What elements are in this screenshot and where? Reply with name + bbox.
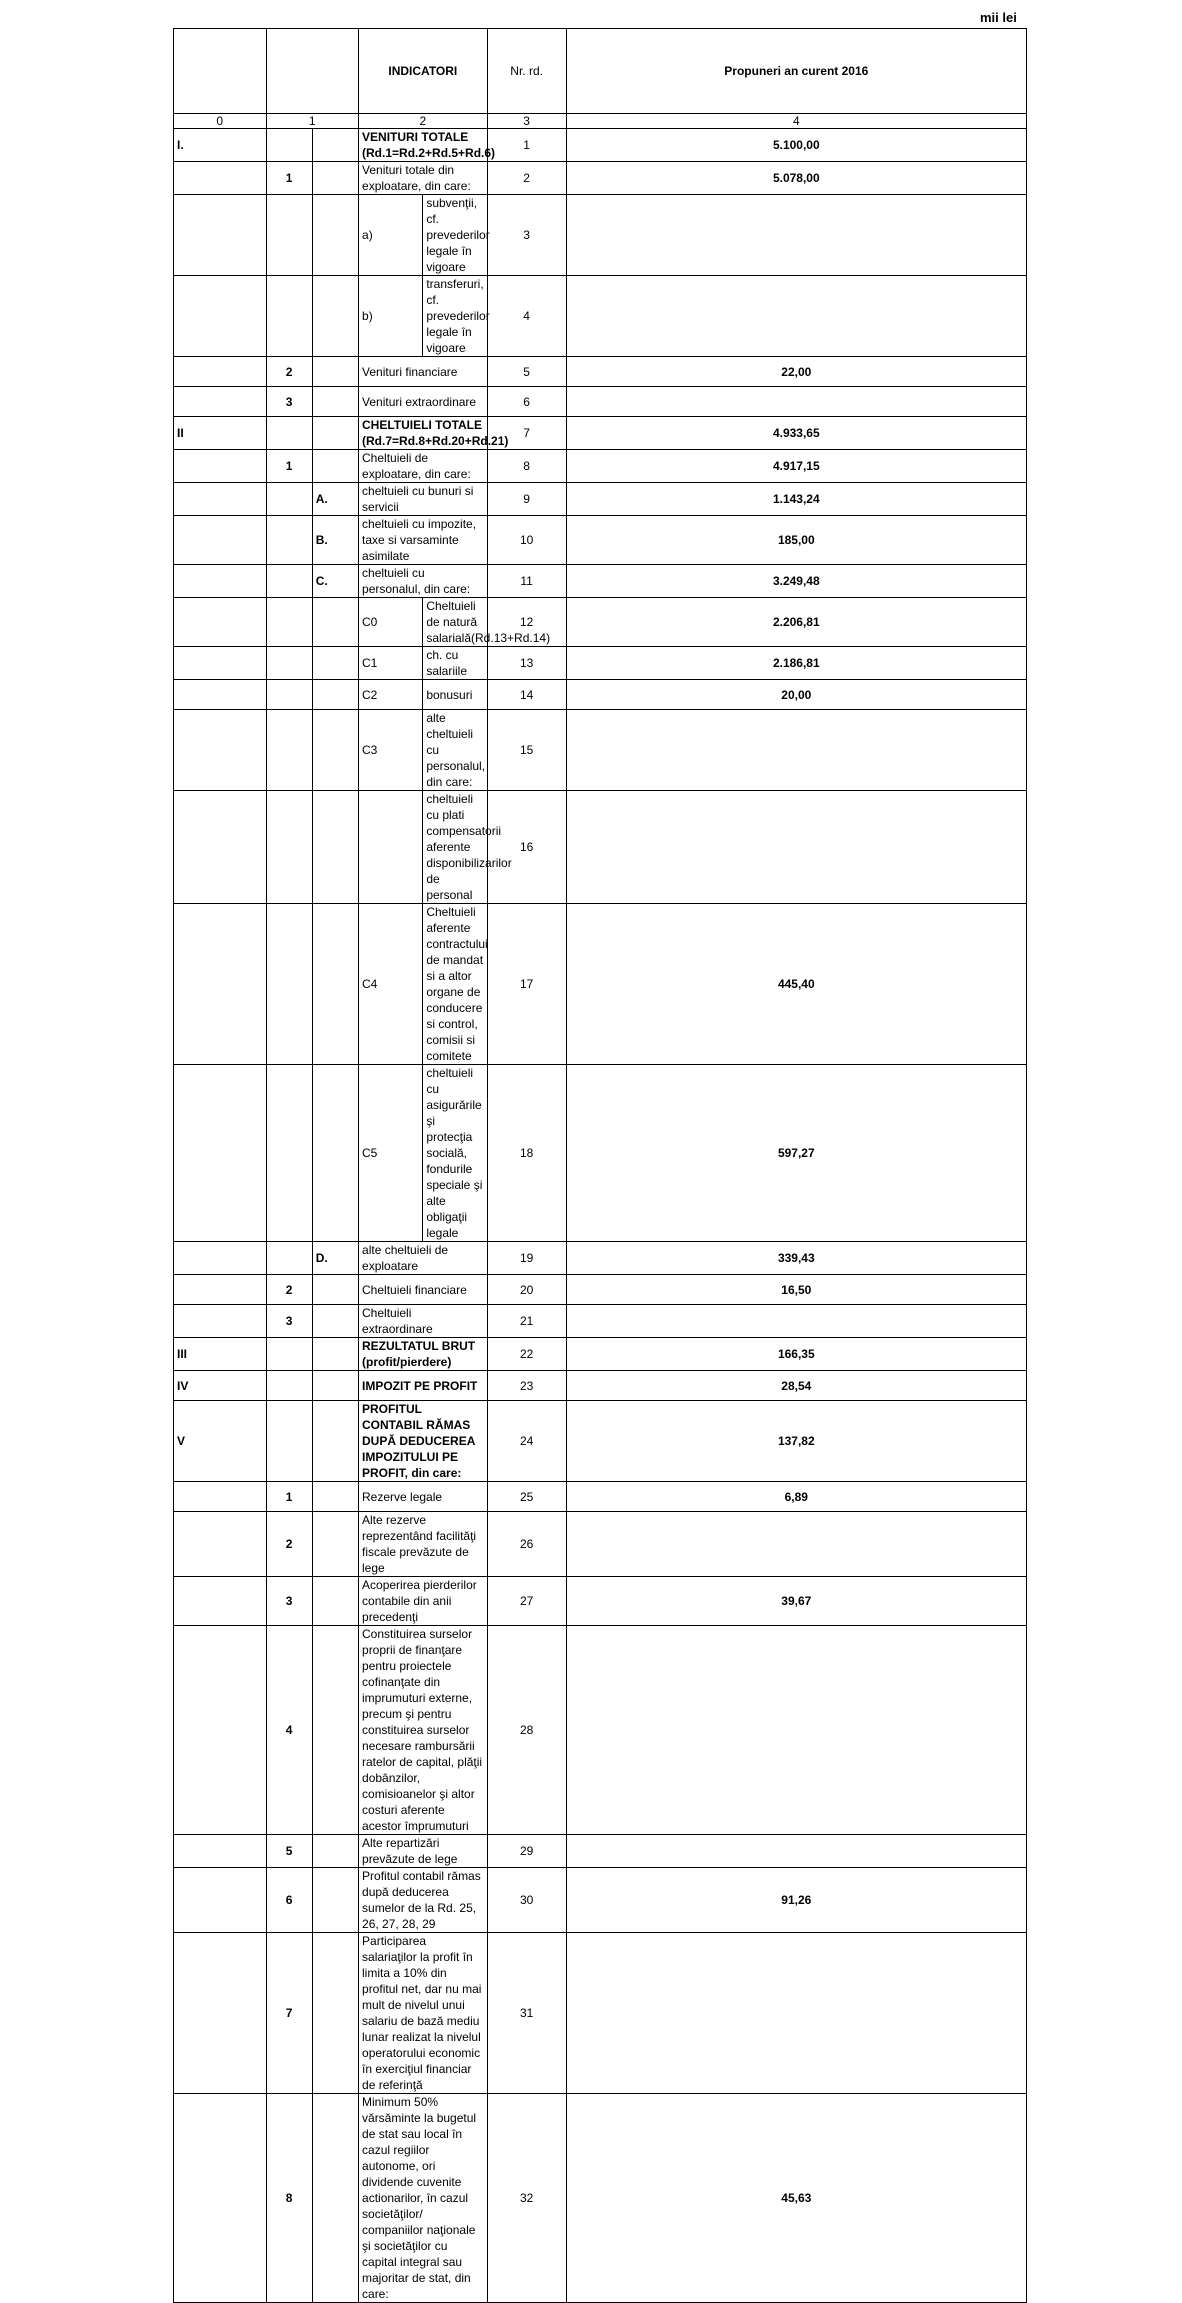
col-index-3: 3 [487, 114, 566, 129]
row-label-cell: Alte rezerve reprezentând facilităţi fiscale prevăzute de lege [359, 1512, 488, 1577]
row-letter-cell [312, 129, 358, 162]
row-nr-cell: 28 [487, 1626, 566, 1835]
row-roman-cell [174, 1482, 267, 1512]
row-roman-cell [174, 1868, 267, 1933]
row-value-cell [566, 1626, 1026, 1835]
row-number-cell [266, 1065, 312, 1242]
table-row [174, 1242, 1027, 1275]
row-nr-cell: 21 [487, 1305, 566, 1338]
row-number-cell: 7 [266, 1933, 312, 2094]
row-roman-cell [174, 1242, 267, 1275]
row-roman-cell [174, 1577, 267, 1626]
row-value-cell: 2.186,81 [566, 647, 1026, 680]
row-number-cell: 1 [266, 162, 312, 195]
row-sub-code-cell: C3 [359, 710, 423, 791]
row-roman-cell [174, 904, 267, 1065]
col-index-2: 2 [359, 114, 488, 129]
row-label-cell: bonusuri [423, 680, 487, 710]
row-label-cell: IMPOZIT PE PROFIT [359, 1371, 488, 1401]
row-value-cell: 185,00 [566, 516, 1026, 565]
header-indicatori: INDICATORI [359, 29, 488, 114]
row-number-cell [266, 598, 312, 647]
row-roman-cell [174, 162, 267, 195]
row-number-cell: 2 [266, 1512, 312, 1577]
row-label-cell: cheltuieli cu plati compensatorii aferente disponibilizarilor de personal [423, 791, 487, 904]
row-roman-cell: IV [174, 1371, 267, 1401]
row-number-cell [266, 565, 312, 598]
row-label-cell: Cheltuieli aferente contractului de mandat si a altor organe de conducere si control, comisii si comitete [423, 904, 487, 1065]
row-sub-code-cell: C5 [359, 1065, 423, 1242]
row-roman-cell: I. [174, 129, 267, 162]
table-row [174, 276, 1027, 357]
budget-table [173, 28, 1027, 2303]
row-roman-cell [174, 516, 267, 565]
table-row [174, 1305, 1027, 1338]
header-cell-0 [174, 29, 267, 114]
row-value-cell [566, 710, 1026, 791]
row-roman-cell [174, 483, 267, 516]
row-label-cell: VENITURI TOTALE (Rd.1=Rd.2+Rd.5+Rd.6) [359, 129, 488, 162]
row-nr-cell: 14 [487, 680, 566, 710]
row-letter-cell [312, 2094, 358, 2303]
row-sub-code-cell: C4 [359, 904, 423, 1065]
row-label-cell: alte cheltuieli cu personalul, din care: [423, 710, 487, 791]
row-letter-cell [312, 1482, 358, 1512]
row-roman-cell [174, 276, 267, 357]
row-nr-cell: 32 [487, 2094, 566, 2303]
row-value-cell [566, 1305, 1026, 1338]
row-value-cell [566, 1835, 1026, 1868]
row-value-cell: 166,35 [566, 1338, 1026, 1371]
row-number-cell [266, 417, 312, 450]
row-value-cell: 4.917,15 [566, 450, 1026, 483]
row-letter-cell [312, 450, 358, 483]
row-value-cell [566, 195, 1026, 276]
row-label-cell: cheltuieli cu bunuri si servicii [359, 483, 488, 516]
header-propuneri: Propuneri an curent 2016 [566, 29, 1026, 114]
row-roman-cell [174, 791, 267, 904]
row-number-cell [266, 680, 312, 710]
table-row [174, 417, 1027, 450]
row-roman-cell [174, 598, 267, 647]
row-letter-cell [312, 1371, 358, 1401]
row-nr-cell: 26 [487, 1512, 566, 1577]
row-roman-cell [174, 1065, 267, 1242]
table-row [174, 516, 1027, 565]
row-roman-cell [174, 1275, 267, 1305]
table-row [174, 1371, 1027, 1401]
row-label-cell: Venituri totale din exploatare, din care: [359, 162, 488, 195]
row-roman-cell [174, 1512, 267, 1577]
row-letter-cell [312, 647, 358, 680]
row-value-cell: 3.249,48 [566, 565, 1026, 598]
row-value-cell: 20,00 [566, 680, 1026, 710]
row-value-cell [566, 276, 1026, 357]
col-index-4: 4 [566, 114, 1026, 129]
row-letter-cell [312, 1868, 358, 1933]
row-roman-cell [174, 387, 267, 417]
row-number-cell: 8 [266, 2094, 312, 2303]
table-row [174, 1626, 1027, 1835]
table-row [174, 1065, 1027, 1242]
row-number-cell: 6 [266, 1868, 312, 1933]
row-letter-cell [312, 1401, 358, 1482]
row-roman-cell [174, 565, 267, 598]
header-nr-rd: Nr. rd. [487, 29, 566, 114]
row-nr-cell: 8 [487, 450, 566, 483]
row-label-cell: Cheltuieli de exploatare, din care: [359, 450, 488, 483]
row-nr-cell: 27 [487, 1577, 566, 1626]
table-row [174, 680, 1027, 710]
row-value-cell: 2.206,81 [566, 598, 1026, 647]
table-row [174, 483, 1027, 516]
row-number-cell [266, 1371, 312, 1401]
row-number-cell [266, 195, 312, 276]
row-number-cell: 1 [266, 1482, 312, 1512]
row-nr-cell: 29 [487, 1835, 566, 1868]
row-roman-cell [174, 357, 267, 387]
row-number-cell [266, 710, 312, 791]
row-nr-cell: 3 [487, 195, 566, 276]
row-letter-cell [312, 1512, 358, 1577]
row-letter-cell [312, 1305, 358, 1338]
row-nr-cell: 15 [487, 710, 566, 791]
row-number-cell [266, 129, 312, 162]
row-value-cell: 1.143,24 [566, 483, 1026, 516]
row-roman-cell: III [174, 1338, 267, 1371]
row-number-cell [266, 1242, 312, 1275]
table-row [174, 357, 1027, 387]
table-row [174, 904, 1027, 1065]
table-row [174, 1482, 1027, 1512]
row-roman-cell [174, 2094, 267, 2303]
row-letter-cell [312, 680, 358, 710]
row-value-cell: 45,63 [566, 2094, 1026, 2303]
table-row [174, 1275, 1027, 1305]
row-number-cell: 2 [266, 1275, 312, 1305]
row-letter-cell [312, 162, 358, 195]
row-number-cell: 3 [266, 387, 312, 417]
row-letter-cell [312, 1626, 358, 1835]
row-value-cell: 445,40 [566, 904, 1026, 1065]
row-sub-code-cell: a) [359, 195, 423, 276]
row-value-cell: 28,54 [566, 1371, 1026, 1401]
row-label-cell: ch. cu salariile [423, 647, 487, 680]
row-letter-cell [312, 1835, 358, 1868]
table-row [174, 450, 1027, 483]
row-letter-cell [312, 195, 358, 276]
row-roman-cell [174, 195, 267, 276]
col-index-0: 0 [174, 114, 267, 129]
row-nr-cell: 10 [487, 516, 566, 565]
table-row [174, 791, 1027, 904]
row-letter-cell: C. [312, 565, 358, 598]
table-row [174, 129, 1027, 162]
row-value-cell: 16,50 [566, 1275, 1026, 1305]
row-number-cell [266, 791, 312, 904]
row-sub-code-cell: C2 [359, 680, 423, 710]
table-row [174, 710, 1027, 791]
row-label-cell: Rezerve legale [359, 1482, 488, 1512]
row-label-cell: Constituirea surselor proprii de finanţare pentru proiectele cofinanţate din imprumuturi externe, precum şi pentru constituirea surselor necesare rambursării ratelor de capital, plăţii dobânzilor, comisioanelor şi altor costuri aferente acestor împrumuturi [359, 1626, 488, 1835]
row-roman-cell: II [174, 417, 267, 450]
row-roman-cell [174, 710, 267, 791]
table-row [174, 1835, 1027, 1868]
row-label-cell: cheltuieli cu asigurările şi protecţia socială, fondurile speciale şi alte obligaţii legale [423, 1065, 487, 1242]
row-number-cell [266, 904, 312, 1065]
row-number-cell: 4 [266, 1626, 312, 1835]
header-cell-1 [266, 29, 359, 114]
row-letter-cell: A. [312, 483, 358, 516]
row-sub-code-cell: b) [359, 276, 423, 357]
table-row [174, 598, 1027, 647]
row-letter-cell [312, 791, 358, 904]
column-index-row [174, 114, 1027, 129]
row-nr-cell: 2 [487, 162, 566, 195]
row-roman-cell [174, 1933, 267, 2094]
unit-label: mii lei [980, 10, 1017, 25]
row-value-cell: 39,67 [566, 1577, 1026, 1626]
row-roman-cell [174, 450, 267, 483]
row-label-cell: Cheltuieli de natură salarială(Rd.13+Rd.14) [423, 598, 487, 647]
row-nr-cell: 24 [487, 1401, 566, 1482]
row-letter-cell [312, 1275, 358, 1305]
table-row [174, 1868, 1027, 1933]
row-nr-cell: 1 [487, 129, 566, 162]
row-sub-code-cell [359, 791, 423, 904]
row-number-cell [266, 276, 312, 357]
row-letter-cell [312, 1065, 358, 1242]
row-letter-cell: B. [312, 516, 358, 565]
row-label-cell: Venituri financiare [359, 357, 488, 387]
row-nr-cell: 9 [487, 483, 566, 516]
table-row [174, 1577, 1027, 1626]
row-letter-cell [312, 710, 358, 791]
row-number-cell [266, 483, 312, 516]
row-letter-cell [312, 357, 358, 387]
table-row [174, 1933, 1027, 2094]
row-letter-cell [312, 1933, 358, 2094]
table-row [174, 195, 1027, 276]
row-value-cell: 22,00 [566, 357, 1026, 387]
row-label-cell: subvenţii, cf. prevederilor legale în vigoare [423, 195, 487, 276]
row-letter-cell [312, 598, 358, 647]
row-nr-cell: 12 [487, 598, 566, 647]
row-roman-cell: V [174, 1401, 267, 1482]
table-row [174, 1401, 1027, 1482]
row-number-cell [266, 1338, 312, 1371]
row-value-cell: 6,89 [566, 1482, 1026, 1512]
row-number-cell: 3 [266, 1305, 312, 1338]
row-label-cell: Alte repartizări prevăzute de lege [359, 1835, 488, 1868]
row-nr-cell: 4 [487, 276, 566, 357]
row-sub-code-cell: C0 [359, 598, 423, 647]
row-nr-cell: 19 [487, 1242, 566, 1275]
row-label-cell: CHELTUIELI TOTALE (Rd.7=Rd.8+Rd.20+Rd.21) [359, 417, 488, 450]
row-nr-cell: 16 [487, 791, 566, 904]
row-label-cell: transferuri, cf. prevederilor legale în vigoare [423, 276, 487, 357]
row-value-cell [566, 1933, 1026, 2094]
row-roman-cell [174, 680, 267, 710]
table-row [174, 647, 1027, 680]
row-label-cell: Cheltuieli financiare [359, 1275, 488, 1305]
row-label-cell: PROFITUL CONTABIL RĂMAS DUPĂ DEDUCEREA IMPOZITULUI PE PROFIT, din care: [359, 1401, 488, 1482]
table-row [174, 1512, 1027, 1577]
table-row [174, 387, 1027, 417]
header-row [174, 29, 1027, 114]
row-letter-cell [312, 1577, 358, 1626]
row-nr-cell: 7 [487, 417, 566, 450]
row-number-cell [266, 516, 312, 565]
row-value-cell: 5.078,00 [566, 162, 1026, 195]
row-label-cell: Minimum 50% vărsăminte la bugetul de stat sau local în cazul regiilor autonome, ori dividende cuvenite actionarilor, în cazul societăţilor/ companiilor naţionale şi societăţilor cu capital integral sau majoritar de stat, din care: [359, 2094, 488, 2303]
row-roman-cell [174, 647, 267, 680]
row-number-cell: 3 [266, 1577, 312, 1626]
row-letter-cell [312, 904, 358, 1065]
row-value-cell [566, 387, 1026, 417]
row-letter-cell: D. [312, 1242, 358, 1275]
row-roman-cell [174, 1626, 267, 1835]
row-letter-cell [312, 417, 358, 450]
table-row [174, 162, 1027, 195]
row-label-cell: Cheltuieli extraordinare [359, 1305, 488, 1338]
row-value-cell: 339,43 [566, 1242, 1026, 1275]
row-label-cell: cheltuieli cu impozite, taxe si varsaminte asimilate [359, 516, 488, 565]
row-letter-cell [312, 1338, 358, 1371]
row-nr-cell: 13 [487, 647, 566, 680]
row-number-cell: 5 [266, 1835, 312, 1868]
row-nr-cell: 6 [487, 387, 566, 417]
row-letter-cell [312, 387, 358, 417]
row-nr-cell: 17 [487, 904, 566, 1065]
row-nr-cell: 5 [487, 357, 566, 387]
row-value-cell [566, 1512, 1026, 1577]
col-index-1: 1 [266, 114, 359, 129]
row-number-cell [266, 1401, 312, 1482]
row-number-cell [266, 647, 312, 680]
row-label-cell: alte cheltuieli de exploatare [359, 1242, 488, 1275]
row-nr-cell: 25 [487, 1482, 566, 1512]
row-value-cell: 137,82 [566, 1401, 1026, 1482]
row-value-cell [566, 791, 1026, 904]
row-label-cell: REZULTATUL BRUT (profit/pierdere) [359, 1338, 488, 1371]
row-label-cell: cheltuieli cu personalul, din care: [359, 565, 488, 598]
row-value-cell: 5.100,00 [566, 129, 1026, 162]
table-row [174, 565, 1027, 598]
row-label-cell: Venituri extraordinare [359, 387, 488, 417]
row-label-cell: Profitul contabil rămas după deducerea sumelor de la Rd. 25, 26, 27, 28, 29 [359, 1868, 488, 1933]
table-row [174, 2094, 1027, 2303]
row-value-cell: 597,27 [566, 1065, 1026, 1242]
row-sub-code-cell: C1 [359, 647, 423, 680]
row-nr-cell: 22 [487, 1338, 566, 1371]
row-label-cell: Acoperirea pierderilor contabile din anii precedenţi [359, 1577, 488, 1626]
row-nr-cell: 20 [487, 1275, 566, 1305]
row-roman-cell [174, 1305, 267, 1338]
row-value-cell: 4.933,65 [566, 417, 1026, 450]
row-value-cell: 91,26 [566, 1868, 1026, 1933]
row-nr-cell: 31 [487, 1933, 566, 2094]
row-nr-cell: 11 [487, 565, 566, 598]
row-letter-cell [312, 276, 358, 357]
row-number-cell: 2 [266, 357, 312, 387]
row-number-cell: 1 [266, 450, 312, 483]
row-nr-cell: 23 [487, 1371, 566, 1401]
row-nr-cell: 18 [487, 1065, 566, 1242]
row-roman-cell [174, 1835, 267, 1868]
table-row [174, 1338, 1027, 1371]
row-label-cell: Participarea salariaţilor la profit în limita a 10% din profitul net, dar nu mai mult de nivelul unui salariu de bază mediu lunar realizat la nivelul operatorului economic în exerciţiul financiar de referinţă [359, 1933, 488, 2094]
row-nr-cell: 30 [487, 1868, 566, 1933]
